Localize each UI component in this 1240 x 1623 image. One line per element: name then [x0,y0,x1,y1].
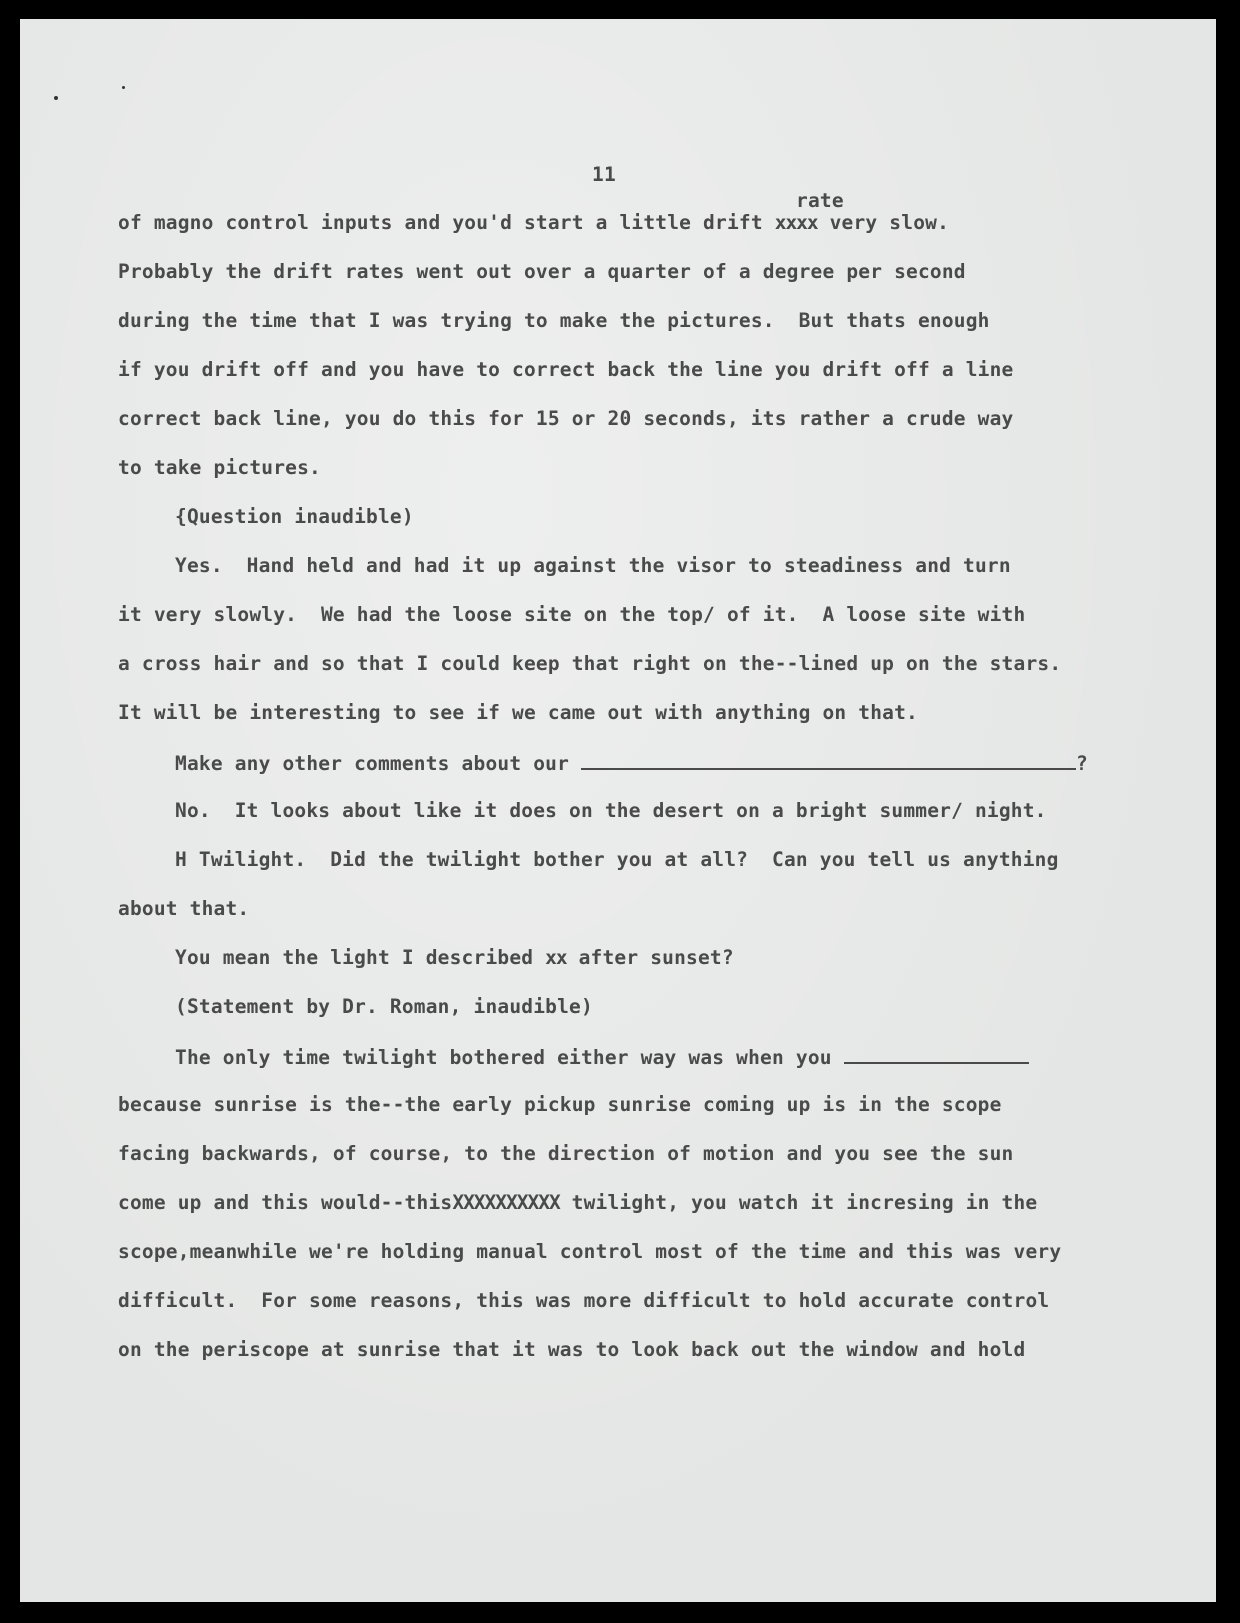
text-segment: very slow. [817,211,950,234]
text-line: {Question inaudible) [175,505,414,528]
inserted-word: rate [796,189,844,212]
paper-speck [54,96,58,100]
text-segment: The only time twilight bothered either way was when you [175,1046,844,1069]
text-segment: Make any other comments about our [175,752,581,775]
text-line: a cross hair and so that I could keep that right on the--lined up on the stars. [118,652,1062,675]
text-line: facing backwards, of course, to the direction of motion and you see the sun [118,1142,1014,1165]
text-line [118,211,949,234]
text-line: H Twilight. Did the twilight bother you at all? Can you tell us anything [175,848,1059,871]
struck-text: XXXXXXXXXX [452,1191,560,1214]
text-line: (Statement by Dr. Roman, inaudible) [175,995,593,1018]
text-line: correct back line, you do this for 15 or 20 seconds, its rather a crude way [118,407,1014,430]
text-line [175,1044,1029,1069]
text-line: It will be interesting to see if we came out with anything on that. [118,701,918,724]
text-line: Probably the drift rates went out over a quarter of a degree per second [118,260,966,283]
text-line: if you drift off and you have to correct back the line you drift off a line [118,358,1014,381]
text-line: to take pictures. [118,456,321,479]
text-line: Yes. Hand held and had it up against the visor to steadiness and turn [175,554,1011,577]
text-segment: You mean the light I described [175,946,546,969]
text-segment: ? [1075,752,1088,775]
text-line [175,750,1088,775]
text-line: No. It looks about like it does on the desert on a bright summer∕ night. [175,799,1047,822]
text-segment: of magno control inputs and you'd start a little drift [118,211,775,234]
text-line: because sunrise is the--the early pickup sunrise coming up is in the scope [118,1093,1002,1116]
text-line: it very slowly. We had the loose site on the top∕ of it. A loose site with [118,603,1026,626]
struck-text: xxxx [774,211,818,234]
text-segment: twilight, you watch it incresing in the [559,1191,1038,1214]
text-line: scope,meanwhile we're holding manual control most of the time and this was very [118,1240,1062,1263]
blank-fill-line [844,1044,1029,1064]
text-line [175,946,734,969]
text-line: during the time that I was trying to make the pictures. But thats enough [118,309,990,332]
paper-speck [122,86,125,89]
text-line [118,1191,1037,1214]
text-line: difficult. For some reasons, this was more difficult to hold accurate control [118,1289,1050,1312]
page-number: 11 [592,163,616,186]
text-line: about that. [118,897,250,920]
blank-fill-line [581,750,1076,770]
text-segment: after sunset? [566,946,734,969]
document-page [20,19,1216,1602]
struck-text: xx [545,946,567,969]
text-segment: come up and this would--this [118,1191,453,1214]
text-line: on the periscope at sunrise that it was to look back out the window and hold [118,1338,1026,1361]
